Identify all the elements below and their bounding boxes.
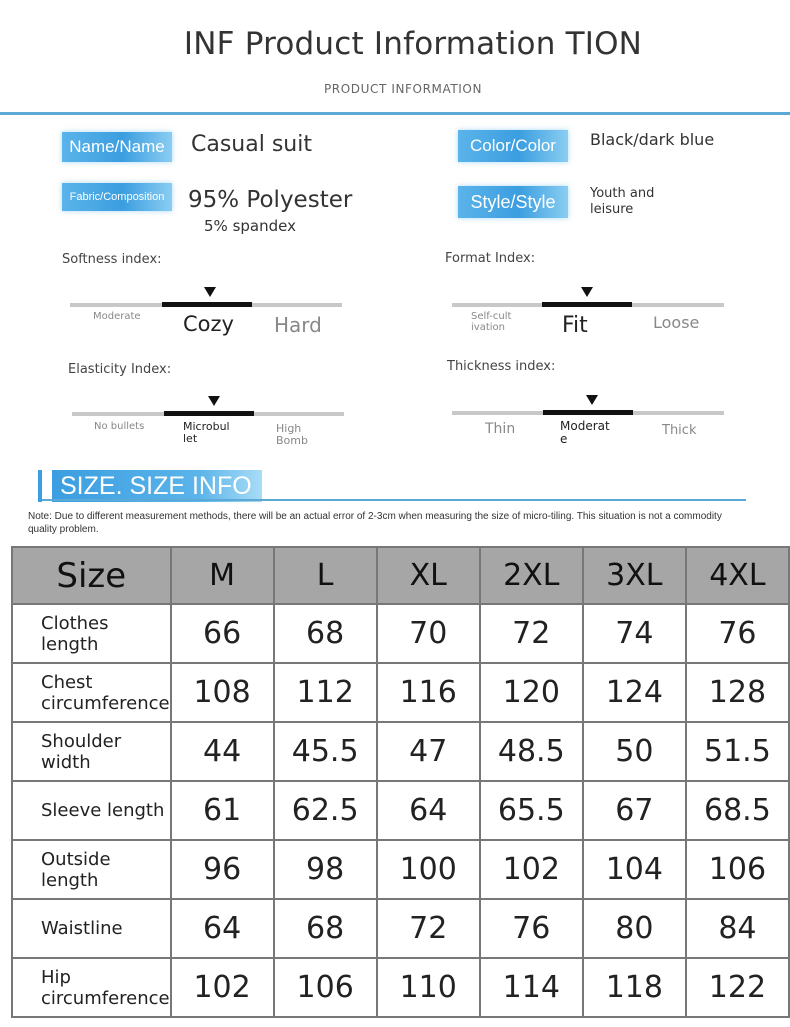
size-table-header-cell: L — [274, 547, 377, 604]
name-tag: Name/Name — [62, 132, 172, 162]
table-row — [12, 781, 789, 840]
format-option-3: Loose — [653, 313, 700, 332]
row-label: Sleeve length — [12, 781, 171, 840]
thickness-option-2: Moderat e — [560, 419, 610, 446]
table-cell: 62.5 — [274, 781, 377, 840]
elasticity-option-2: Microbul let — [183, 420, 230, 445]
name-value: Casual suit — [191, 132, 312, 157]
size-table-header-cell: XL — [377, 547, 480, 604]
table-cell: 67 — [583, 781, 686, 840]
row-label: Hip circumference — [12, 958, 171, 1017]
table-cell: 68 — [274, 899, 377, 958]
softness-selected-segment — [162, 302, 252, 307]
table-cell: 96 — [171, 840, 274, 899]
thickness-indicator-icon — [586, 395, 598, 405]
elasticity-title: Elasticity Index: — [68, 362, 172, 377]
softness-indicator-icon — [204, 287, 216, 297]
table-cell: 68 — [274, 604, 377, 663]
style-value-line2: leisure — [590, 202, 634, 217]
fabric-value-sub: 5% spandex — [204, 217, 296, 235]
table-cell: 124 — [583, 663, 686, 722]
table-row — [12, 722, 789, 781]
row-label: Clothes length — [12, 604, 171, 663]
format-option-2: Fit — [562, 313, 588, 338]
table-cell: 51.5 — [686, 722, 789, 781]
row-label: Outside length — [12, 840, 171, 899]
table-row — [12, 663, 789, 722]
thickness-selected-segment — [543, 410, 633, 415]
table-cell: 44 — [171, 722, 274, 781]
table-cell: 102 — [480, 840, 583, 899]
table-row — [12, 840, 789, 899]
color-value: Black/dark blue — [590, 130, 715, 149]
elasticity-option-1: No bullets — [94, 421, 145, 432]
table-cell: 64 — [171, 899, 274, 958]
table-cell: 72 — [377, 899, 480, 958]
size-table-header-cell: Size — [12, 547, 171, 604]
table-cell: 66 — [171, 604, 274, 663]
elasticity-indicator-icon — [208, 396, 220, 406]
table-cell: 70 — [377, 604, 480, 663]
table-row — [12, 899, 789, 958]
table-cell: 76 — [480, 899, 583, 958]
table-cell: 45.5 — [274, 722, 377, 781]
fabric-tag: Fabric/Composition — [62, 183, 172, 211]
format-option-1: Self-cult ivation — [471, 311, 512, 333]
thickness-option-1: Thin — [485, 421, 516, 437]
thickness-title: Thickness index: — [447, 359, 556, 374]
size-note: Note: Due to different measurement methods, there will be an actual error of 2-3cm when measuring the size of micro-tiling. This situation is not a commodity quality problem. — [28, 511, 722, 535]
elasticity-option-3: High Bomb — [276, 422, 308, 447]
table-cell: 84 — [686, 899, 789, 958]
table-cell: 102 — [171, 958, 274, 1017]
table-cell: 47 — [377, 722, 480, 781]
page-subtitle: PRODUCT INFORMATION — [323, 82, 483, 96]
page-title: INF Product Information TION — [183, 26, 643, 62]
row-label: Waistline — [12, 899, 171, 958]
table-cell: 61 — [171, 781, 274, 840]
size-divider — [42, 499, 746, 501]
size-heading: SIZE. SIZE INFO — [52, 470, 262, 502]
row-label: Shoulder width — [12, 722, 171, 781]
table-cell: 100 — [377, 840, 480, 899]
thickness-option-3: Thick — [662, 423, 697, 438]
table-cell: 120 — [480, 663, 583, 722]
table-cell: 106 — [274, 958, 377, 1017]
softness-option-1: Moderate — [93, 311, 141, 322]
table-cell: 80 — [583, 899, 686, 958]
table-cell: 72 — [480, 604, 583, 663]
size-table-header-row — [12, 547, 789, 604]
format-indicator-icon — [581, 287, 593, 297]
table-cell: 128 — [686, 663, 789, 722]
table-cell: 48.5 — [480, 722, 583, 781]
table-cell: 65.5 — [480, 781, 583, 840]
softness-title: Softness index: — [62, 252, 162, 267]
format-selected-segment — [542, 302, 632, 307]
table-cell: 50 — [583, 722, 686, 781]
size-table-header-cell: 3XL — [583, 547, 686, 604]
table-row — [12, 958, 789, 1017]
table-cell: 68.5 — [686, 781, 789, 840]
table-cell: 118 — [583, 958, 686, 1017]
table-cell: 114 — [480, 958, 583, 1017]
table-cell: 106 — [686, 840, 789, 899]
table-cell: 98 — [274, 840, 377, 899]
softness-option-2: Cozy — [183, 312, 234, 336]
size-table — [11, 546, 790, 1018]
style-value-line1: Youth and — [590, 186, 655, 201]
softness-option-3: Hard — [274, 313, 322, 337]
size-table-header-cell: M — [171, 547, 274, 604]
size-table-header-cell: 4XL — [686, 547, 789, 604]
elasticity-selected-segment — [164, 411, 254, 416]
table-cell: 112 — [274, 663, 377, 722]
size-table-header-cell: 2XL — [480, 547, 583, 604]
format-title: Format Index: — [445, 251, 536, 266]
table-cell: 104 — [583, 840, 686, 899]
table-cell: 76 — [686, 604, 789, 663]
table-row — [12, 604, 789, 663]
style-tag: Style/Style — [458, 186, 568, 218]
table-cell: 74 — [583, 604, 686, 663]
table-cell: 108 — [171, 663, 274, 722]
table-cell: 110 — [377, 958, 480, 1017]
header-divider — [0, 112, 790, 115]
table-cell: 116 — [377, 663, 480, 722]
row-label: Chest circumference — [12, 663, 171, 722]
table-cell: 64 — [377, 781, 480, 840]
color-tag: Color/Color — [458, 130, 568, 162]
table-cell: 122 — [686, 958, 789, 1017]
fabric-value-main: 95% Polyester — [188, 187, 353, 213]
size-heading-accent — [38, 470, 42, 502]
